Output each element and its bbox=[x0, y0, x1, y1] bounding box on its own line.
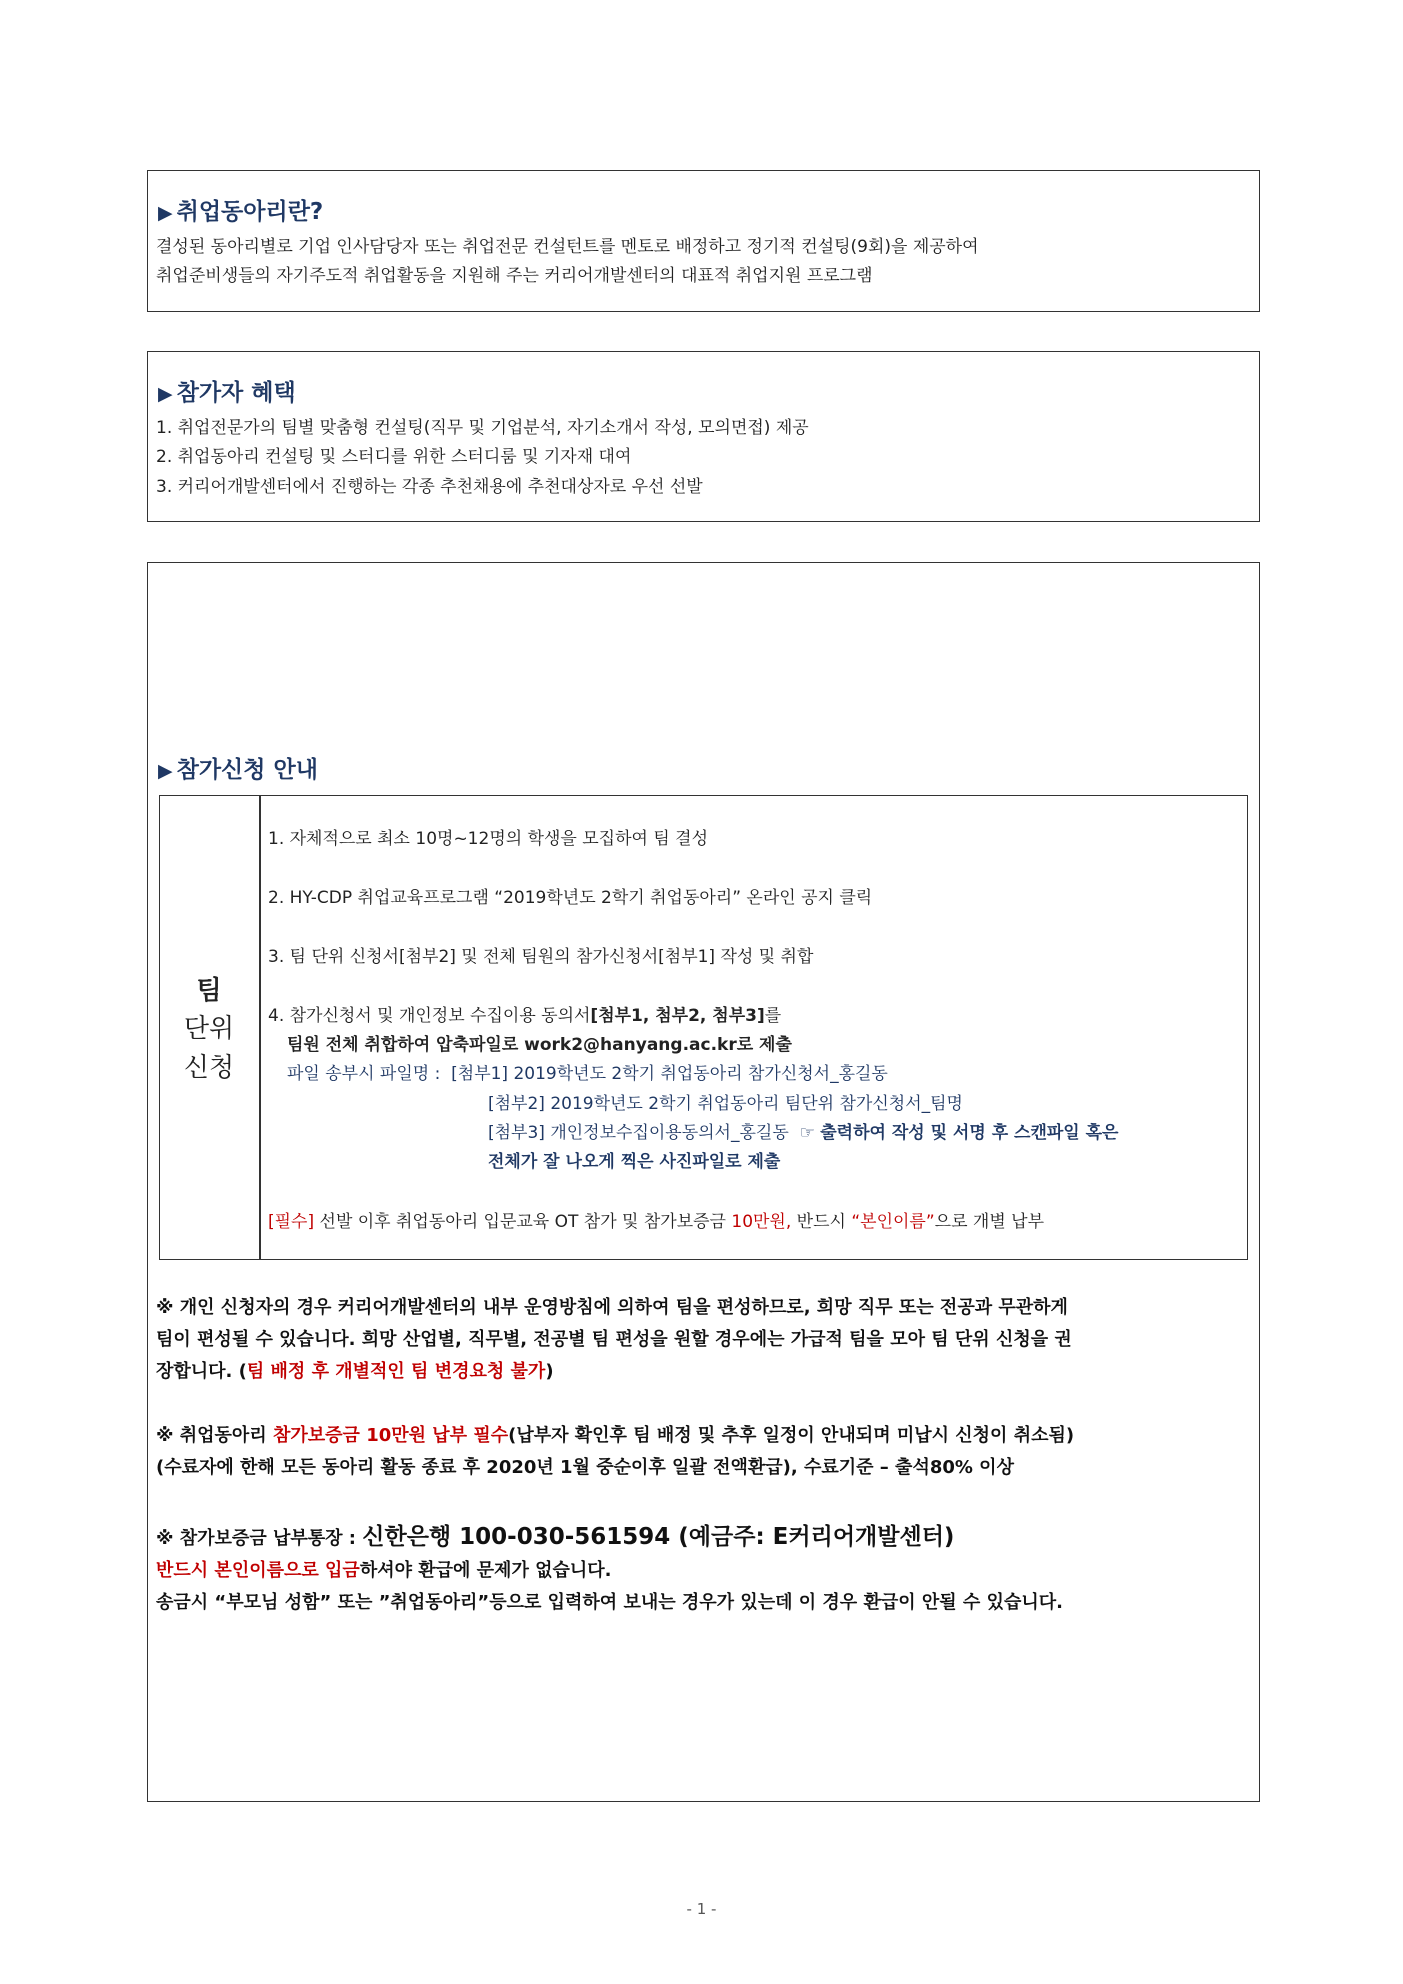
triangle-icon: ▶ bbox=[158, 383, 173, 405]
filename-line-2: [첨부2] 2019학년도 2학기 취업동아리 팀단위 참가신청서_팀명 bbox=[488, 1094, 963, 1114]
note-1-line-1: ※ 개인 신청자의 경우 커리어개발센터의 내부 운영방침에 의하여 팀을 편성하므로, 희망 직무 또는 전공과 무관하게 bbox=[156, 1297, 1068, 1318]
step-4: 4. 참가신청서 및 개인정보 수집이용 동의서[첨부1, 첨부2, 첨부3]를 bbox=[268, 1006, 782, 1026]
triangle-icon: ▶ bbox=[158, 202, 173, 224]
note-2-line-2: (수료자에 한해 모든 동아리 활동 종료 후 2020년 1월 중순이후 일괄 전액환급), 수료기준 – 출석80% 이상 bbox=[156, 1457, 1014, 1478]
table-divider bbox=[259, 795, 261, 1260]
step-1: 1. 자체적으로 최소 10명~12명의 학생을 모집하여 팀 결성 bbox=[268, 829, 708, 849]
note-3-line-1: ※ 참가보증금 납부통장 : 신한은행 100-030-561594 (예금주: E커리어개발센터) bbox=[156, 1524, 955, 1550]
benefit-item-3: 3. 커리어개발센터에서 진행하는 각종 추천채용에 추천대상자로 우선 선발 bbox=[156, 477, 703, 497]
team-label: 팀 bbox=[196, 976, 222, 1006]
note-3-line-2: 반드시 본인이름으로 입금하셔야 환급에 문제가 없습니다. bbox=[156, 1560, 612, 1581]
step-2: 2. HY-CDP 취업교육프로그램 “2019학년도 2학기 취업동아리” 온라인 공지 클릭 bbox=[268, 888, 873, 908]
benefit-item-2: 2. 취업동아리 컨설팅 및 스터디를 위한 스터디룸 및 기자재 대여 bbox=[156, 447, 632, 467]
section-about-title: ▶ 취업동아리란? bbox=[158, 199, 324, 225]
about-line-1: 결성된 동아리별로 기업 인사담당자 또는 취업전문 컨설턴트를 멘토로 배정하고 정기적 컨설팅(9회)을 제공하여 bbox=[156, 237, 979, 257]
note-2-line-1: ※ 취업동아리 참가보증금 10만원 납부 필수(납부자 확인후 팀 배정 및 추후 일정이 안내되며 미납시 신청이 취소됨) bbox=[156, 1425, 1075, 1446]
bank-account: 신한은행 100-030-561594 (예금주: E커리어개발센터) bbox=[362, 1524, 955, 1550]
page-number: - 1 - bbox=[686, 1900, 717, 1918]
unit-label: 단위 bbox=[183, 1014, 235, 1044]
apply-label: 신청 bbox=[183, 1053, 235, 1083]
note-3-line-3: 송금시 “부모님 성함” 또는 ”취업동아리”등으로 입력하여 보내는 경우가 있는데 이 경우 환급이 안될 수 있습니다. bbox=[156, 1592, 1063, 1613]
step-3: 3. 팀 단위 신청서[첨부2] 및 전체 팀원의 참가신청서[첨부1] 작성 및 취합 bbox=[268, 947, 814, 967]
section-benefits-title: ▶ 참가자 혜택 bbox=[158, 380, 296, 406]
section-application-title: ▶ 참가신청 안내 bbox=[158, 757, 318, 783]
note-1-line-2: 팀이 편성될 수 있습니다. 희망 산업별, 직무별, 전공별 팀 편성을 원할 경우에는 가급적 팀을 모아 팀 단위 신청을 권 bbox=[156, 1329, 1072, 1350]
application-table bbox=[159, 795, 1248, 1260]
benefit-item-1: 1. 취업전문가의 팀별 맞춤형 컨설팅(직무 및 기업분석, 자기소개서 작성, 모의면접) 제공 bbox=[156, 418, 809, 438]
pointing-hand-icon: ☞ bbox=[799, 1123, 815, 1143]
triangle-icon: ▶ bbox=[158, 760, 173, 782]
required-note: [필수] 선발 이후 취업동아리 입문교육 OT 참가 및 참가보증금 10만원, 반드시 “본인이름”으로 개별 납부 bbox=[268, 1212, 1045, 1232]
filename-line-1: 파일 송부시 파일명 : [첨부1] 2019학년도 2학기 취업동아리 참가신청서_홍길동 bbox=[287, 1064, 888, 1084]
filename-line-4: 전체가 잘 나오게 찍은 사진파일로 제출 bbox=[488, 1152, 781, 1172]
about-line-2: 취업준비생들의 자기주도적 취업활동을 지원해 주는 커리어개발센터의 대표적 취업지원 프로그램 bbox=[156, 266, 873, 286]
filename-line-3: [첨부3] 개인정보수집이용동의서_홍길동 ☞ 출력하여 작성 및 서명 후 스캔파일 혹은 bbox=[488, 1123, 1119, 1143]
note-1-line-3: 장합니다. (팀 배정 후 개별적인 팀 변경요청 불가) bbox=[156, 1361, 554, 1382]
step-4-submit: 팀원 전체 취합하여 압축파일로 work2@hanyang.ac.kr로 제출 bbox=[287, 1035, 792, 1055]
